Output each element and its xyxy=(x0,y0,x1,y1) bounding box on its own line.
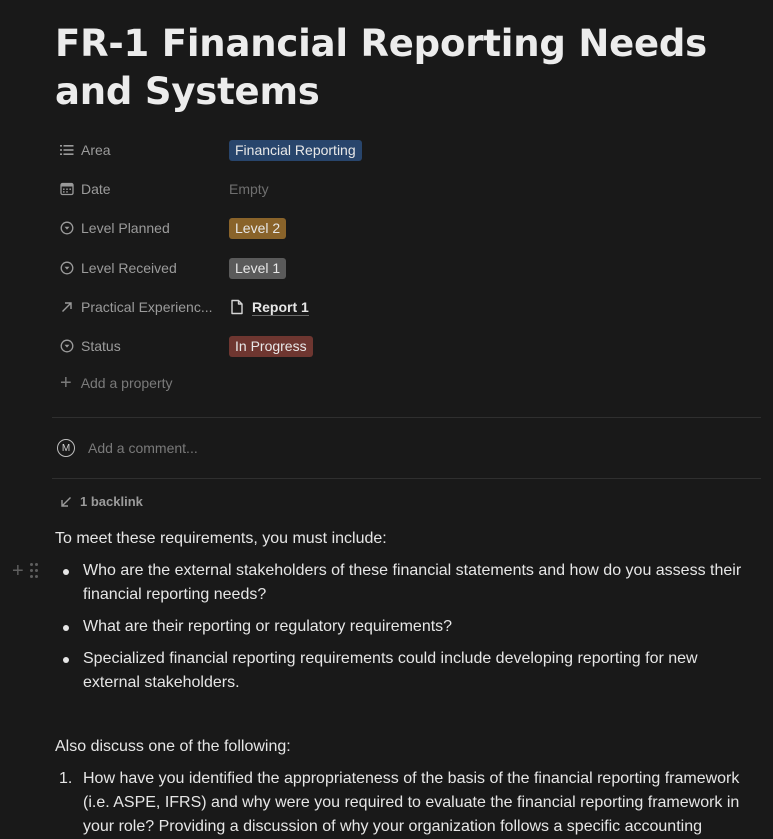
relation-arrow-icon xyxy=(60,300,74,314)
area-tag[interactable]: Financial Reporting xyxy=(229,140,362,161)
avatar: M xyxy=(57,439,75,457)
level-received-tag[interactable]: Level 1 xyxy=(229,258,286,279)
comment-placeholder: Add a comment... xyxy=(88,440,198,456)
also-paragraph[interactable]: Also discuss one of the following: xyxy=(55,738,291,755)
plus-icon: + xyxy=(60,372,72,394)
calendar-icon xyxy=(60,182,74,196)
property-name: Status xyxy=(81,338,121,354)
select-icon xyxy=(60,339,74,353)
property-level-planned[interactable] xyxy=(55,213,761,243)
list-icon xyxy=(60,143,74,157)
report-link-label: Report 1 xyxy=(252,298,309,315)
page-icon xyxy=(229,299,245,315)
add-property-button[interactable]: + Add a property xyxy=(60,372,173,394)
bullet-icon xyxy=(63,569,69,575)
list-item[interactable]: What are their reporting or regulatory requirements? xyxy=(55,615,755,639)
numbered-list xyxy=(55,767,755,839)
property-date[interactable] xyxy=(55,174,761,204)
divider xyxy=(52,478,761,479)
level-planned-tag[interactable]: Level 2 xyxy=(229,218,286,239)
bullet-list xyxy=(55,559,755,695)
property-status[interactable] xyxy=(55,331,761,361)
backlinks-toggle[interactable]: 1 backlink xyxy=(60,494,143,509)
property-name: Date xyxy=(81,181,111,197)
property-name: Level Planned xyxy=(81,220,170,236)
list-item[interactable]: 1. How have you identified the appropriateness of the basis of the financial reporting framework (i.e. ASPE, IFRS) and why were you required to evaluate the financial reporting framework in your role? Providing a discussion of why your organization follows a specific accounting xyxy=(59,770,740,835)
list-item[interactable]: Who are the external stakeholders of these financial statements and how do you assess their financial reporting needs? xyxy=(55,559,755,607)
list-item[interactable]: Specialized financial reporting requirements could include developing reporting for new external stakeholders. xyxy=(55,647,755,695)
property-level-received[interactable] xyxy=(55,253,761,283)
select-icon xyxy=(60,261,74,275)
bullet-icon xyxy=(63,625,69,631)
date-value[interactable]: Empty xyxy=(229,181,269,197)
bullet-icon xyxy=(63,657,69,663)
property-name: Level Received xyxy=(81,260,177,276)
page-title[interactable]: FR-1 Financial Reporting Needs and Systems xyxy=(55,22,707,113)
arrow-down-left-icon xyxy=(60,496,72,508)
select-icon xyxy=(60,221,74,235)
block-handle[interactable] xyxy=(12,559,38,582)
report-page-link[interactable] xyxy=(229,299,309,316)
add-block-icon[interactable]: + xyxy=(12,559,24,582)
divider xyxy=(52,417,761,418)
property-practical-experience[interactable] xyxy=(55,292,761,322)
property-name: Practical Experienc... xyxy=(81,299,213,315)
property-area[interactable] xyxy=(55,135,761,165)
property-name: Area xyxy=(81,142,111,158)
drag-handle-icon[interactable] xyxy=(30,563,38,578)
add-comment-field[interactable] xyxy=(57,439,198,457)
status-tag[interactable]: In Progress xyxy=(229,336,313,357)
intro-paragraph[interactable]: To meet these requirements, you must include: xyxy=(55,530,387,547)
